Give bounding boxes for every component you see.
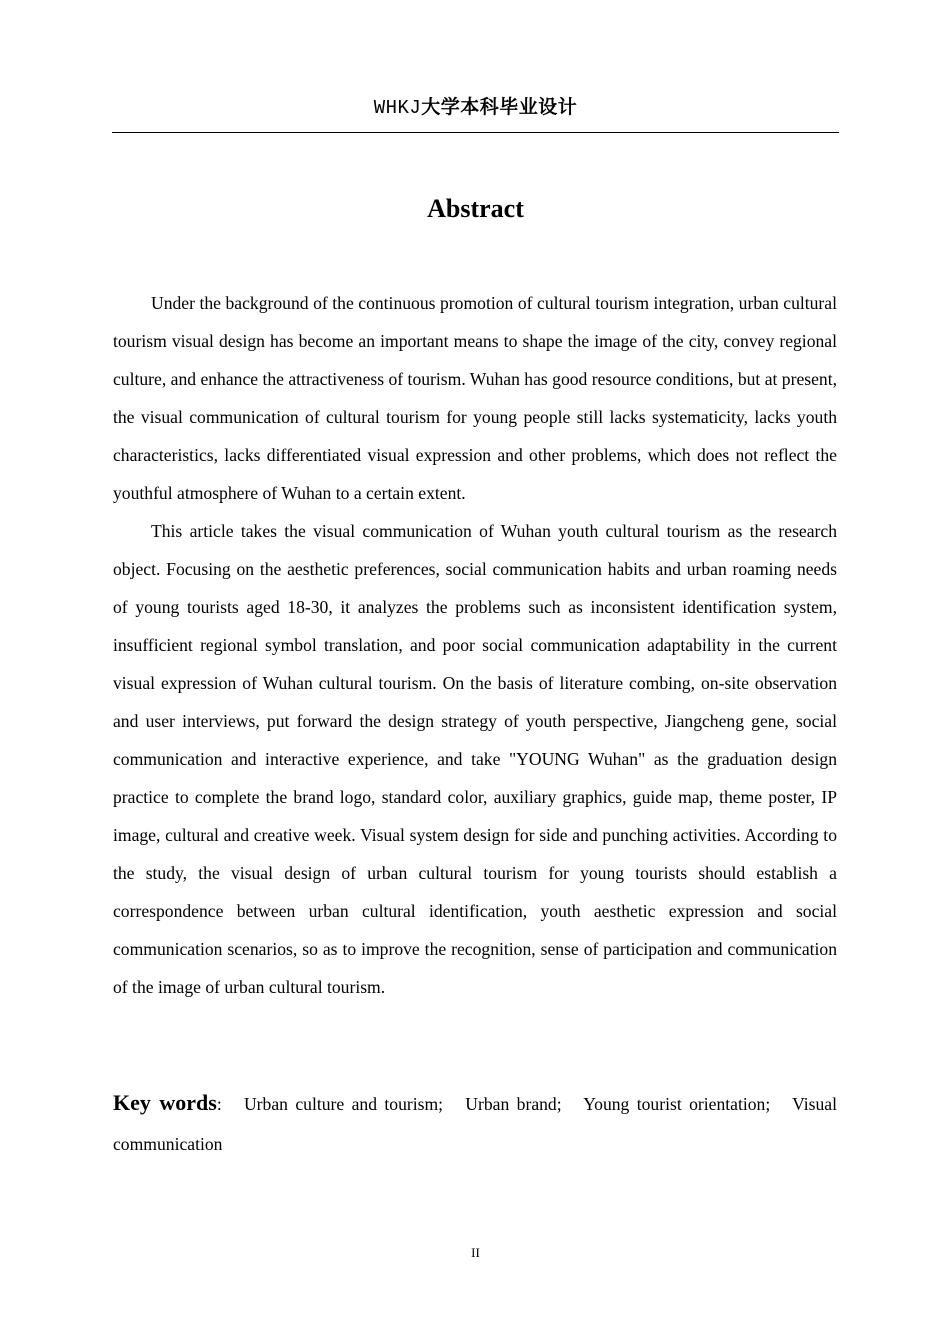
keywords-label: Key words	[113, 1090, 217, 1115]
header-divider	[112, 132, 839, 133]
keyword-item: Visual communication	[113, 1094, 838, 1154]
abstract-paragraph: This article takes the visual communication of Wuhan youth cultural tourism as the research object. Focusing on the aesthetic preferences, social communication habits and urban roaming needs of young tourists aged 18-30, it analyzes the problems such as inconsistent identification system, insufficient regional symbol translation, and poor social communication adaptability in the current visual expression of Wuhan cultural tourism. On the basis of literature combing, on-site observation and user interviews, put forward the design strategy of youth perspective, Jiangcheng gene, social communication and interactive experience, and take "YOUNG Wuhan" as the graduation design practice to complete the brand logo, standard color, auxiliary graphics, guide map, theme poster, IP image, cultural and creative week. Visual system design for side and punching activities. According to the study, the visual design of urban cultural tourism for young tourists should establish a correspondence between urban cultural identification, youth aesthetic expression and social communication scenarios, so as to improve the recognition, sense of participation and communication of the image of urban cultural tourism.	[113, 521, 837, 997]
keywords-line	[113, 1083, 837, 1164]
abstract-body	[113, 284, 837, 1006]
page-header	[112, 92, 839, 123]
keyword-item: Urban brand;	[465, 1094, 562, 1114]
page-title: Abstract	[427, 194, 524, 223]
page-number: II	[471, 1245, 480, 1260]
header-thesis-label: 大学本科毕业设计	[421, 96, 578, 118]
keyword-item: Urban culture and tourism;	[243, 1094, 444, 1114]
header-university-code: WHKJ	[373, 97, 422, 119]
keyword-item: Young tourist orientation;	[583, 1094, 771, 1114]
keywords-separator: :	[216, 1094, 222, 1114]
abstract-paragraph: Under the background of the continuous promotion of cultural tourism integration, urban cultural tourism visual design has become an important means to shape the image of the city, convey regional culture, and enhance the attractiveness of tourism. Wuhan has good resource conditions, but at present, the visual communication of cultural tourism for young people still lacks systematicity, lacks youth characteristics, lacks differentiated visual expression and other problems, which does not reflect the youthful atmosphere of Wuhan to a certain extent.	[113, 293, 837, 503]
